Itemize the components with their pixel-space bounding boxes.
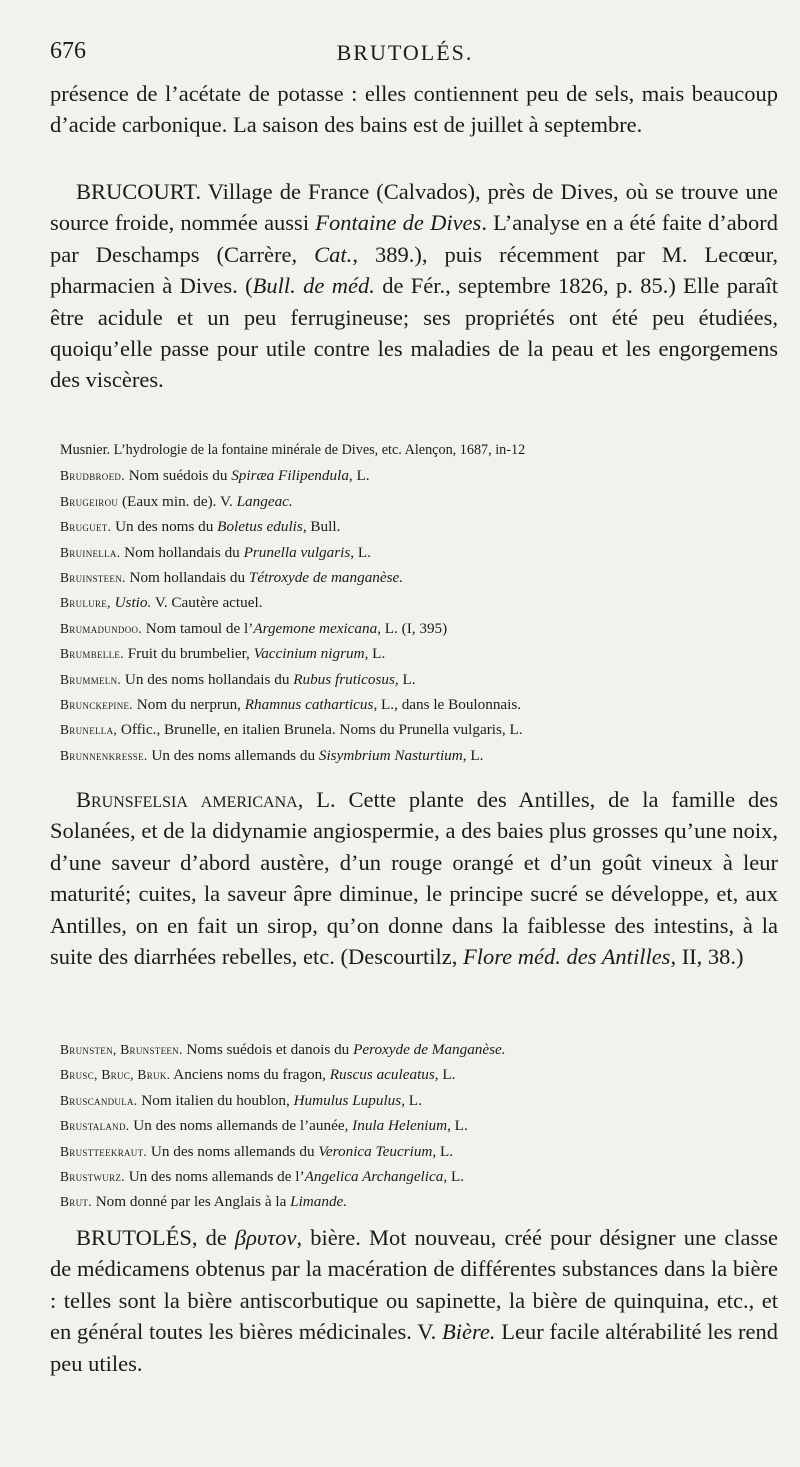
entry-italic: Vaccinium nigrum [253, 645, 365, 663]
entry-italic: Angelica Archangelica [304, 1168, 444, 1186]
entry-headword: Bruscandula. [60, 1092, 138, 1108]
entry-text: Anciens noms du fragon, [170, 1066, 330, 1084]
entry-italic: Veronica Teucrium [318, 1142, 433, 1160]
entry-text: Noms suédois et danois du [182, 1041, 354, 1058]
headword: Brunsfelsia americana [76, 787, 298, 812]
entry-headword: Brummeln. [60, 671, 122, 687]
entry-text: Nom donné par les Anglais à la [91, 1193, 291, 1211]
entry-text: , L. [350, 543, 371, 561]
entry-text: Un des noms hollandais du [121, 670, 294, 688]
entry-text: , L. [462, 746, 484, 764]
small-entry [60, 1189, 775, 1214]
entry-text: Nom hollandais du [120, 543, 244, 561]
entry-headword: Brunella, [60, 722, 118, 738]
entry-text: , 389.), puis récemment par M. Lecœur, pharmacien à Dives. ( [50, 241, 778, 299]
entry-italic: Spiræa Filipendula [231, 467, 349, 485]
entry-text: Un des noms allemands de l’aunée, [129, 1117, 353, 1135]
entry-headword: Brulure, [60, 595, 111, 611]
entry-text: , L. [432, 1142, 454, 1160]
small-entry [60, 1139, 775, 1164]
small-entries-2 [60, 1037, 775, 1215]
entry-headword: Brunnenkresse. [60, 747, 148, 763]
entry-italic: Bull. de méd. [252, 273, 375, 299]
entry-headword: Brustaland. [60, 1118, 130, 1134]
entry-text: , L. (I, 395) [377, 619, 448, 637]
entry-italic: Argemone mexicana [253, 619, 378, 637]
entry-italic: Prunella vulgaris [243, 543, 351, 561]
entry-text: , II, 38.) [670, 944, 744, 970]
entry-text: Nom italien du houblon, [137, 1091, 294, 1109]
page-header [50, 38, 760, 68]
greek-word: βρυτον [234, 1225, 297, 1250]
headword: BRUCOURT. [76, 179, 202, 204]
entry-text: Nom tamoul de l’ [141, 619, 254, 637]
small-entry [60, 616, 775, 641]
headword: BRUTOLÉS [76, 1225, 192, 1250]
entry-italic: Rubus fruticosus [293, 670, 395, 688]
entry-text: , L. [394, 670, 416, 688]
entry-brunsfelsia [50, 784, 778, 972]
entry-headword: Brustwurz. [60, 1169, 125, 1185]
entry-brucourt [50, 176, 778, 396]
entry-text: , L. [401, 1091, 422, 1109]
small-entry [60, 565, 775, 590]
entry-text: Un des noms allemands de l’ [124, 1168, 305, 1186]
entry-headword: Bruinella. [60, 544, 121, 560]
entry-text: (Eaux min. de). V. [118, 492, 237, 510]
entry-italic: Peroxyde de Manganèse. [353, 1041, 506, 1058]
entry-text: , L., dans le Boulonnais. [373, 696, 522, 714]
entry-italic: Bière. [441, 1319, 496, 1345]
entry-italic: Langeac. [236, 492, 293, 510]
small-entry [60, 1164, 775, 1189]
entry-text: , bière. Mot nouveau, créé pour désigner une classe de médicamens obtenus par la macération de différentes substances dans la bière : telles sont la bière antiscorbutique ou sapinette, la bière de quinquina, etc., et en général toutes les bières médicinales. V. [50, 1225, 778, 1345]
paragraph-text: présence de l’acétate de potasse : elles contiennent peu de sels, mais beaucoup d’acide carbonique. La saison des bains est de juillet à septembre. [50, 81, 778, 138]
entry-headword: Brumbelle. [60, 646, 124, 662]
entry-headword: Brumadundoo. [60, 620, 142, 636]
entry-text: Leur facile altérabilité les rend peu utiles. [50, 1319, 778, 1376]
entry-italic: Tétroxyde de manganèse. [248, 569, 404, 587]
small-entry [60, 463, 775, 488]
small-entry [60, 667, 775, 692]
small-entries-1 [60, 438, 775, 768]
small-entry [60, 1037, 775, 1062]
entry-text: Un des noms du [111, 518, 218, 536]
continued-paragraph [50, 78, 778, 141]
entry-italic: Flore méd. des Antilles [462, 944, 671, 970]
entry-italic: Humulus Lupulus [293, 1091, 402, 1109]
entry-text: , L. [348, 467, 370, 485]
small-entry [60, 1088, 775, 1113]
small-entry [60, 743, 775, 768]
entry-italic: Limande. [290, 1193, 348, 1211]
entry-italic: Inula Helenium [352, 1117, 448, 1135]
entry-text: . L’analyse en a été faite d’abord par Deschamps (Carrère, [50, 210, 779, 267]
entry-headword: Bruinsteen. [60, 570, 126, 586]
entry-text: Nom hollandais du [125, 569, 249, 587]
entry-text: , L. [364, 645, 386, 663]
page-number: 676 [50, 38, 86, 64]
entry-headword: Brunsten, Brunsteen. [60, 1042, 183, 1057]
entry-italic: Cat. [314, 241, 353, 267]
entry-text: Nom suédois du [124, 467, 232, 485]
small-entry [60, 514, 775, 539]
entry-brutoles [50, 1222, 778, 1379]
running-head: BRUTOLÉS. [336, 40, 474, 65]
entry-text: Nom du nerprun, [132, 696, 245, 714]
entry-headword: Bruguet. [60, 519, 112, 535]
entry-italic: Ustio. [114, 594, 152, 612]
small-entry [60, 641, 775, 666]
citation-musnier: Musnier. L’hydrologie de la fontaine minérale de Dives, etc. Alençon, 1687, in-12 [60, 442, 526, 458]
entry-headword: Brut. [60, 1194, 92, 1210]
entry-headword: Brusc, Bruc, Bruk. [60, 1067, 171, 1083]
entry-text: de Fér., septembre 1826, p. 85.) Elle paraît être acidule et un peu ferrugineuse; ses propriétés ont été peu étudiées, quoiqu’elle passe pour utile contre les maladies de la peau et les engorgemens des viscères. [50, 273, 778, 393]
entry-text: Brunelle, en italien Brunela. Noms du Prunella vulgaris, L. [164, 721, 523, 739]
entry-text: , Bull. [302, 518, 341, 536]
small-entry [60, 489, 775, 514]
entry-italic: Ruscus aculeatus [329, 1066, 435, 1084]
entry-headword: Brunckepine. [60, 697, 133, 713]
small-entry [60, 590, 775, 615]
small-entry [60, 717, 775, 742]
entry-headword: Brudbroed. [60, 468, 125, 484]
small-entry [60, 692, 775, 717]
small-entry [60, 1113, 775, 1138]
entry-italic: Sisymbrium Nasturtium [318, 746, 463, 764]
small-entry [60, 1062, 775, 1087]
entry-text: Fruit du brumbelier, [123, 645, 254, 663]
entry-text: , L. Cette plante des Antilles, de la famille des Solanées, et de la didynamie angiospermie, a des baies plus grosses qu’une noix, d’une saveur d’abord austère, d’un rouge orangé et d’un goût vineux à leur maturité; cuites, la saveur âpre diminue, le principe sucré se développe, et, aux Antilles, on en fait un sirop, qu’on donne dans la faiblesse des intestins, à la suite des diarrhées rebelles, etc. (Descourtilz, [50, 787, 778, 970]
small-entry [60, 540, 775, 565]
entry-text: , L. [443, 1168, 465, 1186]
entry-headword: Brustteekraut. [60, 1143, 148, 1159]
entry-headword: Brugeirou [60, 493, 119, 509]
entry-text: Un des noms allemands du [147, 1142, 319, 1160]
entry-text: , de [191, 1225, 235, 1250]
entry-text: , L. [434, 1066, 456, 1084]
entry-text: Offic., [117, 721, 165, 739]
entry-text: Village de France (Calvados), près de Dives, où se trouve une source froide, nommée aussi [50, 179, 778, 236]
entry-text: , L. [447, 1117, 468, 1135]
entry-text: V. Cautère actuel. [151, 594, 263, 612]
entry-italic: Boletus edulis [217, 518, 303, 536]
entry-italic: Fontaine de Dives [315, 210, 482, 236]
entry-text: Un des noms allemands du [147, 746, 319, 764]
entry-italic: Rhamnus catharticus [244, 696, 374, 714]
